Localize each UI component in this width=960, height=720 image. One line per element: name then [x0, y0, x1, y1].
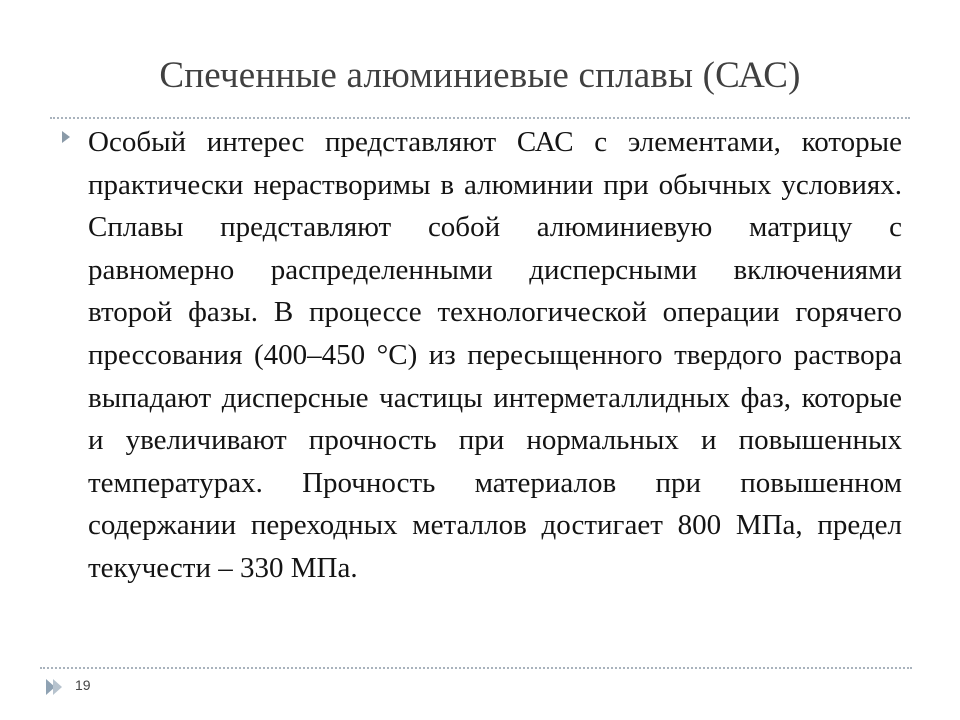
- page-number: 19: [75, 677, 91, 693]
- triangle-bullet-icon: [61, 130, 71, 144]
- title-divider: [50, 117, 910, 119]
- slide-title: Спеченные алюминиевые сплавы (САС): [159, 55, 801, 96]
- body-paragraph: Особый интерес представляют САС с элементами, которые практически нерастворимы в алюминии при обычных условиях. Сплавы представляют собой алюминиевую матрицу с равномерно распределенными дисперсными включениями второй фазы. В процессе технологической операции горячего прессования (400–450 °С) из пересыщенного твердого раствора выпадают дисперсные частицы интерметаллидных фаз, которые и увеличивают прочность при нормальных и повышенных температурах. Прочность материалов при повышенном содержании переходных металлов достигает 800 МПа, предел текучести – 330 МПа.: [88, 126, 902, 584]
- double-chevron-icon: [44, 676, 66, 698]
- footer-divider: [40, 667, 912, 669]
